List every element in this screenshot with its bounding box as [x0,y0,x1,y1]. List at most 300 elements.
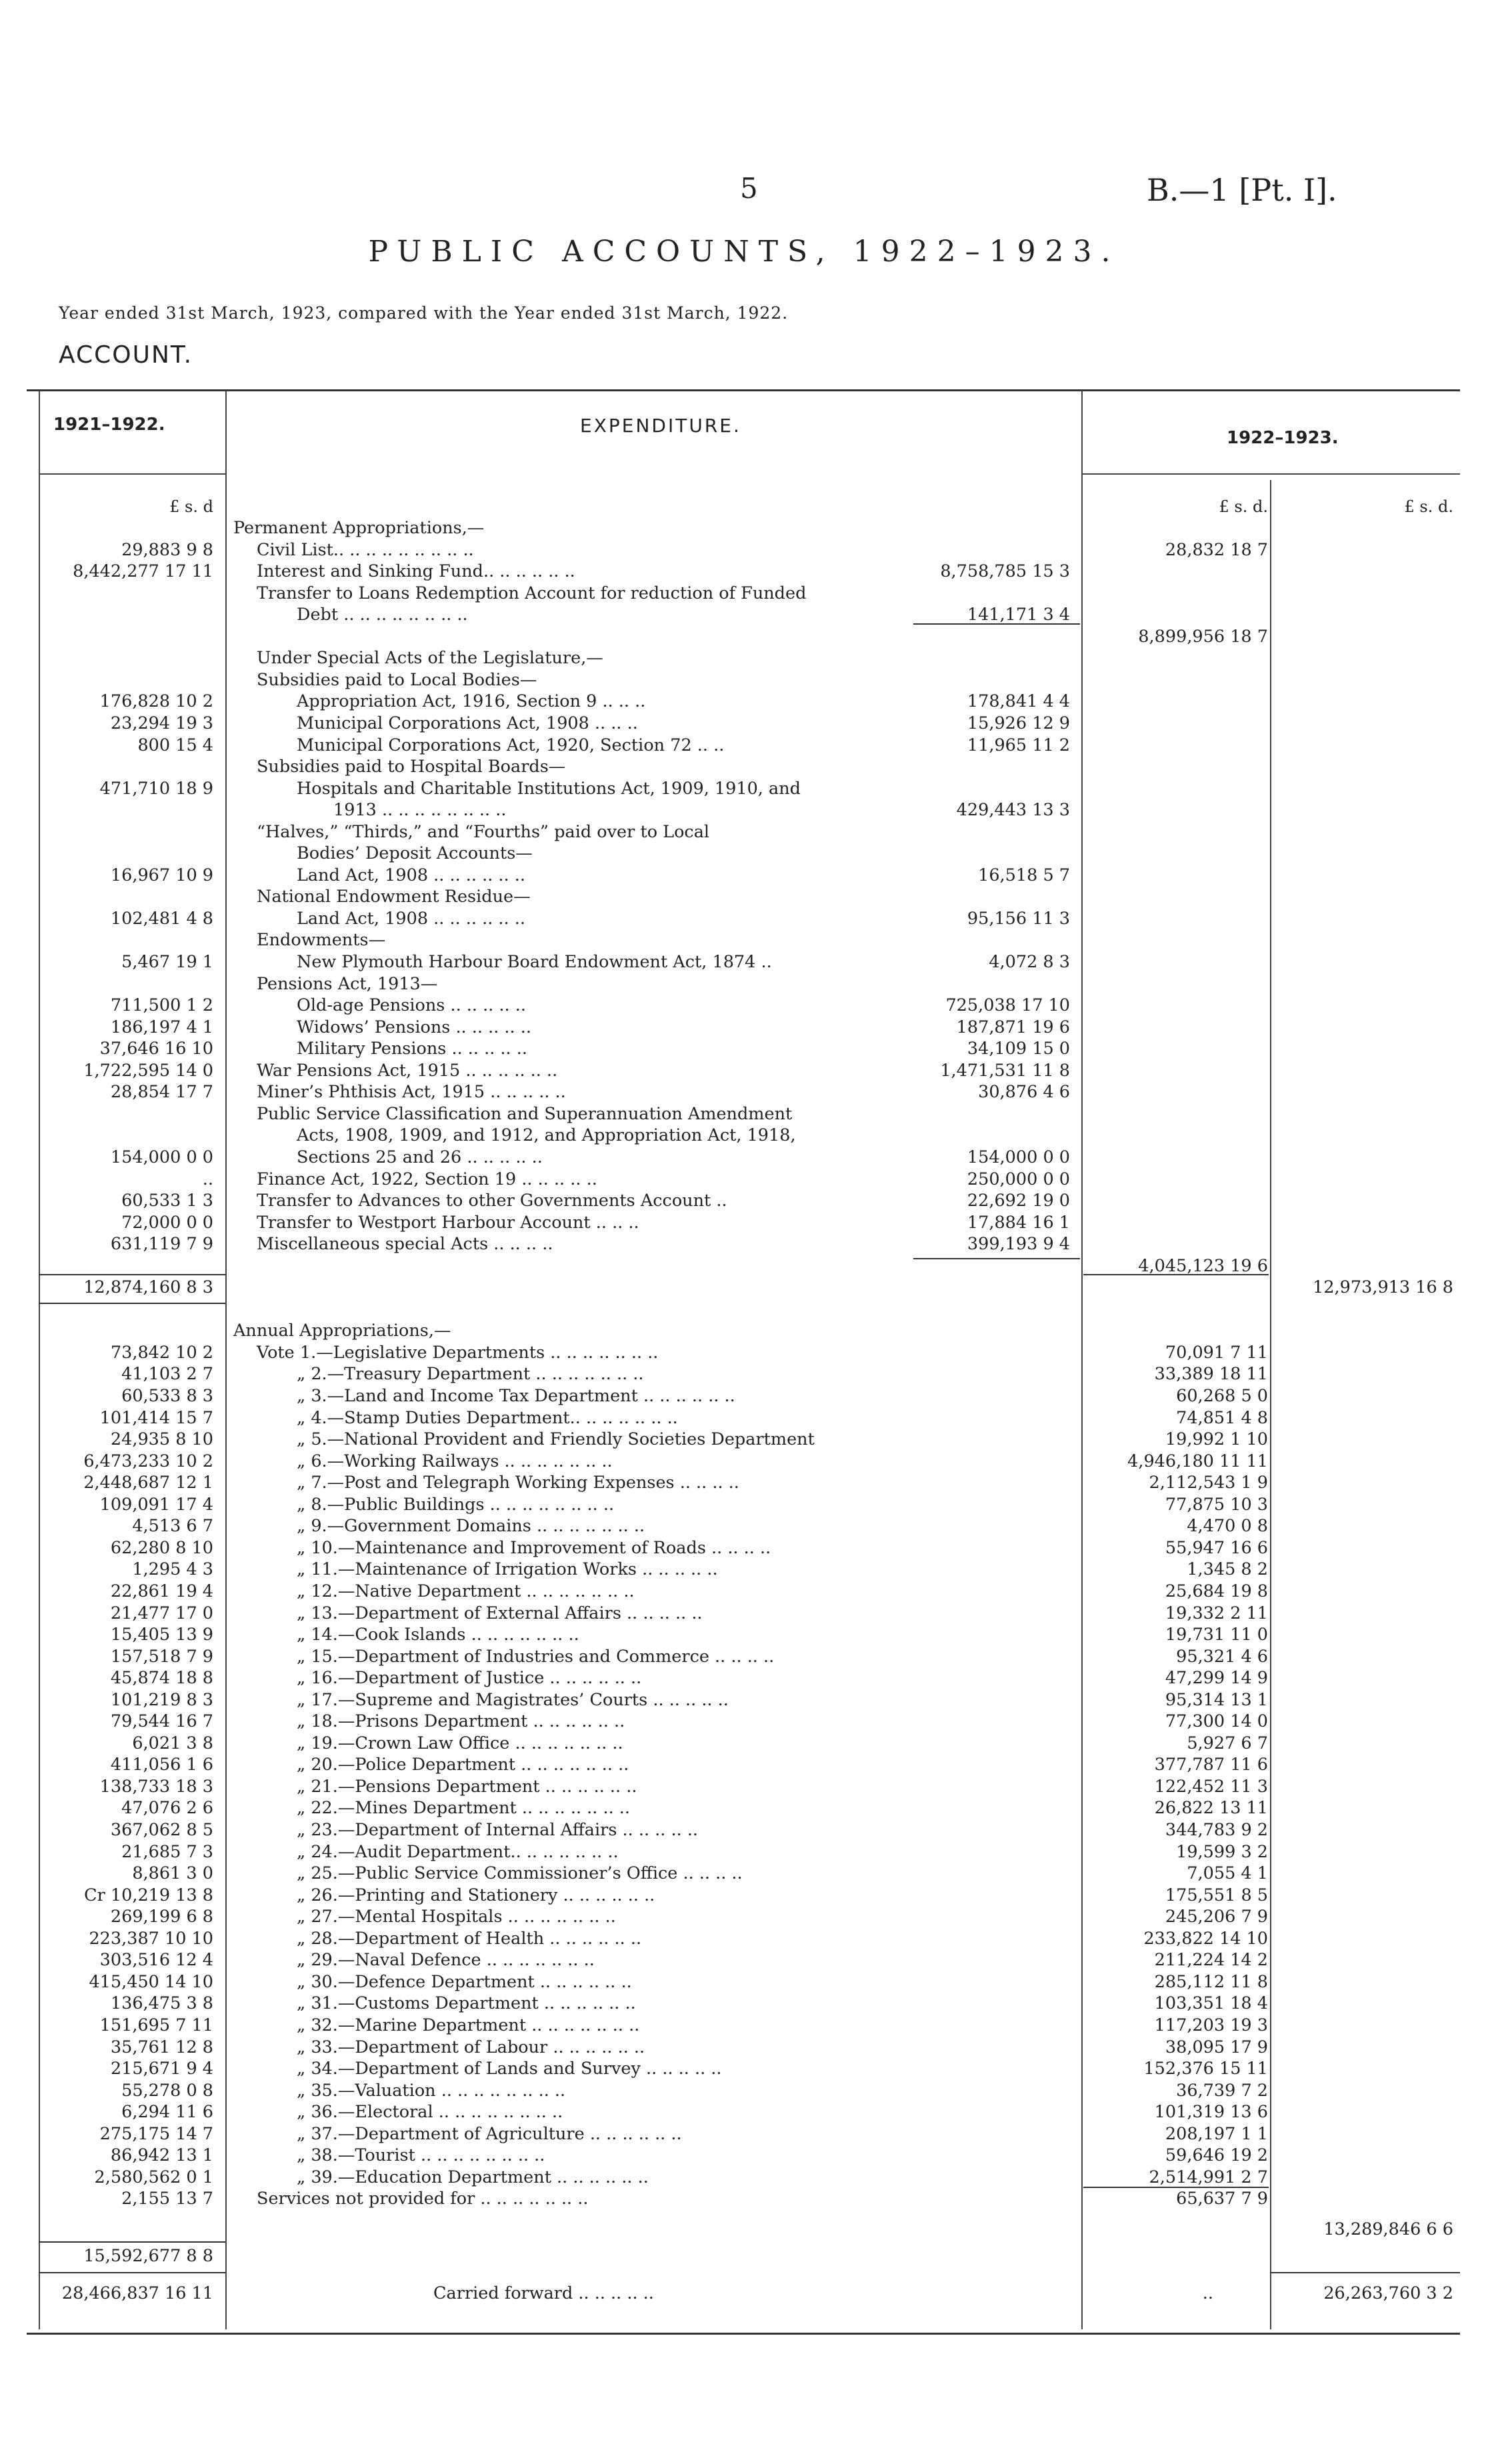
table-row [0,1169,1488,1190]
prev-year-amount: 275,175 14 7 [99,2123,213,2144]
current-year-amount: 36,739 7 2 [1176,2080,1268,2101]
prev-year-amount: .. [202,1169,213,1189]
item-description: “Halves,” “Thirds,” and “Fourths” paid over to Local [257,821,710,842]
table-row [0,2080,1488,2101]
prev-year-amount: 6,021 3 8 [132,1733,213,1753]
table-row [0,995,1488,1016]
prev-year-amount: 35,761 12 8 [110,2037,213,2057]
item-description: Services not provided for .. .. .. .. .. .. .. [257,2189,589,2209]
item-description: „ 20.—Police Department .. .. .. .. .. .. .. [297,1755,629,1775]
table-row [0,1906,1488,1927]
carried-forward-label: Carried forward .. .. .. .. .. [433,2283,654,2303]
header-rule-prev [39,473,225,475]
item-amount: 429,443 13 3 [956,800,1070,821]
table-row [0,929,1488,951]
current-year-amount: 103,351 18 4 [1154,1993,1268,2014]
table-row [0,1472,1488,1493]
current-year-amount: 245,206 7 9 [1165,1907,1268,1927]
current-year-amount: 33,389 18 11 [1154,1364,1268,1385]
item-description: „ 11.—Maintenance of Irrigation Works .. .. .. .. .. [297,1559,718,1580]
table-row [0,1451,1488,1472]
item-description: „ 13.—Department of External Affairs .. .. .. .. .. [297,1603,703,1623]
table-row [0,1928,1488,1949]
item-description: Municipal Corporations Act, 1920, Section 72 .. .. [297,735,725,755]
prev-year-amount: 711,500 1 2 [110,995,213,1016]
item-description: „ 34.—Department of Lands and Survey .. .. .. .. .. [297,2059,722,2079]
prev-year-amount: 21,685 7 3 [121,1841,213,1862]
item-description: Debt .. .. .. .. .. .. .. .. [297,605,468,625]
prev-year-amount: 2,448,687 12 1 [83,1473,213,1493]
item-amount: 178,841 4 4 [967,691,1070,712]
table-row [0,1797,1488,1819]
annual-total: 13,289,846 6 6 [1323,2219,1453,2239]
item-description: „ 4.—Stamp Duties Department.. .. .. .. .. .. .. [297,1407,678,1428]
item-description: Land Act, 1908 .. .. .. .. .. .. [297,865,525,885]
current-year-amount: 59,646 19 2 [1165,2145,1268,2166]
item-description: Permanent Appropriations,— [233,518,485,538]
current-year-amount: 4,946,180 11 11 [1127,1451,1268,1471]
item-description: „ 23.—Department of Internal Affairs .. .. .. .. .. [297,1820,699,1840]
prev-year-amount: 415,450 14 10 [89,1971,213,1992]
item-description: Transfer to Loans Redemption Account for reduction of Funded [257,583,807,603]
prev-year-amount: 157,518 7 9 [110,1646,213,1667]
item-description: Land Act, 1908 .. .. .. .. .. .. [297,908,525,929]
table-row [0,1190,1488,1211]
table-row [0,1949,1488,1971]
item-description: „ 5.—National Provident and Friendly Societies Department [297,1429,815,1450]
item-description: Widows’ Pensions .. .. .. .. .. [297,1017,531,1037]
prev-year-amount: 15,405 13 9 [110,1625,213,1645]
table-row [0,2167,1488,2188]
prev-year-amount: 138,733 18 3 [99,1776,213,1797]
inner-subtotal-rule [913,623,1080,625]
table-row [0,2015,1488,2036]
prev-year-amount: 47,076 2 6 [121,1798,213,1819]
current-year-amount: 70,091 7 11 [1165,1342,1268,1363]
item-amount: 17,884 16 1 [967,1212,1070,1233]
table-row [0,669,1488,691]
item-description: „ 22.—Mines Department .. .. .. .. .. .. .. [297,1798,631,1819]
table-row [0,1494,1488,1515]
current-year-amount: 152,376 15 11 [1143,2059,1268,2079]
prev-year-amount: 21,477 17 0 [110,1603,213,1623]
current-year-amount: 65,637 7 9 [1176,2189,1268,2209]
current-year-amount: 344,783 9 2 [1165,1820,1268,1840]
carried-rule-tot [1270,2272,1460,2273]
table-row [0,1233,1488,1255]
table-row [0,1776,1488,1797]
table-row [0,1125,1488,1146]
carried-forward-mid: .. [1202,2283,1213,2303]
current-year-amount: 2,514,991 2 7 [1149,2167,1268,2187]
prev-year-amount: 8,442,277 17 11 [73,561,213,582]
table-row [0,626,1488,647]
item-amount: 725,038 17 10 [945,995,1070,1016]
table-row [0,908,1488,929]
table-row [0,1342,1488,1363]
units-prev: £ s. d [169,497,213,516]
units-mid: £ s. d. [1219,497,1268,516]
item-amount: 22,692 19 0 [967,1191,1070,1211]
item-description: Civil List.. .. .. .. .. .. .. .. .. [257,539,474,560]
current-year-amount: 122,452 11 3 [1154,1776,1268,1797]
item-description: „ 8.—Public Buildings .. .. .. .. .. .. .. .. [297,1494,615,1515]
page-title: PUBLIC ACCOUNTS, 1922–1923. [368,235,1120,269]
item-description: „ 21.—Pensions Department .. .. .. .. .. .. [297,1776,637,1797]
item-description: Finance Act, 1922, Section 19 .. .. .. .. .. [257,1169,597,1189]
current-year-amount: 5,927 6 7 [1187,1733,1268,1753]
units-tot: £ s. d. [1404,497,1453,516]
item-description: National Endowment Residue— [257,887,531,907]
item-description: Subsidies paid to Local Bodies— [257,669,537,690]
prev-year-amount: 60,533 8 3 [121,1386,213,1406]
item-description: „ 7.—Post and Telegraph Working Expenses .. .. .. .. [297,1473,739,1493]
prev-year-amount: 24,935 8 10 [110,1429,213,1450]
current-year-amount: 4,470 0 8 [1187,1516,1268,1537]
item-amount: 1,471,531 11 8 [940,1060,1070,1081]
table-row [0,1841,1488,1863]
table-row [0,1515,1488,1537]
prev-year-subtotal: 12,874,160 8 3 [83,1277,213,1298]
item-amount: 15,926 12 9 [967,713,1070,733]
prev-year-amount: 41,103 2 7 [121,1364,213,1385]
item-description: „ 30.—Defence Department .. .. .. .. .. .. [297,1971,632,1992]
table-row [0,821,1488,843]
prev-year-amount: 223,387 10 10 [89,1928,213,1949]
prev-year-amount: 16,967 10 9 [110,865,213,885]
item-description: Annual Appropriations,— [233,1321,451,1341]
current-year-amount: 19,599 3 2 [1176,1841,1268,1862]
table-row [0,1603,1488,1624]
table-row [0,951,1488,973]
table-row [0,1711,1488,1732]
item-amount: 8,758,785 15 3 [940,561,1070,582]
item-description: Subsidies paid to Hospital Boards— [257,757,566,777]
header-rule-current [1081,473,1460,475]
item-description: „ 17.—Supreme and Magistrates’ Courts .. .. .. .. .. [297,1689,729,1710]
item-description: „ 28.—Department of Health .. .. .. .. .. .. [297,1928,642,1949]
table-row [0,1971,1488,1993]
carried-forward-prev: 28,466,837 16 11 [61,2283,213,2303]
item-description: Appropriation Act, 1916, Section 9 .. .. .. [297,691,646,712]
current-year-amount: 77,875 10 3 [1165,1494,1268,1515]
prev-year-amount: 471,710 18 9 [99,778,213,799]
annual-total-row [0,2219,1488,2240]
table-row [0,1646,1488,1667]
current-year-amount: 28,832 18 7 [1165,539,1268,560]
carried-forward-row [0,2283,1488,2304]
current-year-amount: 233,822 14 10 [1143,1928,1268,1949]
item-description: „ 38.—Tourist .. .. .. .. .. .. .. .. [297,2145,545,2166]
prev-year-amount: 186,197 4 1 [110,1017,213,1037]
table-row [0,1147,1488,1168]
current-year-amount: 285,112 11 8 [1154,1971,1268,1992]
header-previous-year: 1921–1922. [53,415,165,435]
table-row [0,2145,1488,2166]
prev-year-amount: 8,861 3 0 [132,1863,213,1884]
item-description: Transfer to Advances to other Governments Account .. [257,1191,727,1211]
current-year-amount: 95,321 4 6 [1176,1646,1268,1667]
table-row [0,1407,1488,1429]
current-year-amount: 117,203 19 3 [1154,2015,1268,2035]
item-description: „ 9.—Government Domains .. .. .. .. .. .. .. [297,1516,645,1537]
prev-year-amount: 4,513 6 7 [132,1516,213,1537]
current-year-amount: 60,268 5 0 [1176,1386,1268,1406]
prev-annual-total: 15,592,677 8 8 [83,2246,213,2266]
prev-year-amount: 23,294 19 3 [110,713,213,733]
prev-year-amount: 101,219 8 3 [110,1689,213,1710]
table-row [0,1212,1488,1233]
current-year-amount: 211,224 14 2 [1154,1950,1268,1971]
prev-year-amount: 28,854 17 7 [110,1082,213,1103]
mid-subtotal-rule [1083,2187,1269,2188]
item-description: „ 27.—Mental Hospitals .. .. .. .. .. .. .. [297,1907,616,1927]
current-year-amount: 19,992 1 10 [1165,1429,1268,1450]
table-row [0,1081,1488,1103]
prev-year-amount: 631,119 7 9 [110,1234,213,1255]
item-amount: 399,193 9 4 [967,1234,1070,1255]
table-row [0,799,1488,821]
item-description: Municipal Corporations Act, 1908 .. .. .. [297,713,638,733]
current-year-amount: 47,299 14 9 [1165,1668,1268,1689]
current-year-amount: 8,899,956 18 7 [1138,626,1268,647]
table-row [0,1277,1488,1298]
table-row [0,756,1488,777]
item-description: „ 33.—Department of Labour .. .. .. .. .. .. [297,2037,645,2057]
item-description: Transfer to Westport Harbour Account .. .. .. [257,1212,639,1233]
subtitle: Year ended 31st March, 1923, compared with the Year ended 31st March, 1922. [59,303,789,323]
current-year-amount: 175,551 8 5 [1165,1885,1268,1905]
item-description: „ 14.—Cook Islands .. .. .. .. .. .. .. [297,1625,579,1645]
table-row [0,647,1488,669]
item-amount: 34,109 15 0 [967,1039,1070,1059]
prev-year-amount: 86,942 13 1 [110,2145,213,2166]
item-description: „ 36.—Electoral .. .. .. .. .. .. .. .. [297,2102,563,2123]
prev-year-amount: 154,000 0 0 [110,1147,213,1167]
item-amount: 30,876 4 6 [978,1082,1070,1103]
table-row [0,1993,1488,2014]
table-row [0,1060,1488,1081]
current-year-amount: 4,045,123 19 6 [1138,1255,1268,1276]
current-year-amount: 26,822 13 11 [1154,1798,1268,1819]
prev-year-amount: 5,467 19 1 [121,952,213,972]
prev-year-amount: 79,544 16 7 [110,1711,213,1732]
item-description: Endowments— [257,930,386,951]
item-description: „ 39.—Education Department .. .. .. .. .. .. [297,2167,649,2187]
item-description: „ 3.—Land and Income Tax Department .. .. .. .. .. .. [297,1386,735,1406]
item-amount: 4,072 8 3 [989,952,1070,972]
prev-year-amount: 37,646 16 10 [99,1039,213,1059]
prev-year-amount: 1,295 4 3 [132,1559,213,1580]
prev-year-amount: 367,062 8 5 [110,1820,213,1840]
item-amount: 141,171 3 4 [967,605,1070,625]
inner-subtotal-rule [913,1258,1080,1259]
table-row [0,1863,1488,1884]
table-row [0,1429,1488,1450]
table-row [0,583,1488,604]
item-description: „ 6.—Working Railways .. .. .. .. .. .. .. [297,1451,613,1471]
prev-year-amount: 109,091 17 4 [99,1494,213,1515]
prev-year-amount: 2,580,562 0 1 [94,2167,213,2187]
item-description: Miner’s Phthisis Act, 1915 .. .. .. .. .. [257,1082,566,1103]
item-description: Acts, 1908, 1909, and 1912, and Appropriation Act, 1918, [297,1125,796,1146]
prev-year-amount: 2,155 13 7 [121,2189,213,2209]
table-row [0,1754,1488,1775]
table-row [0,517,1488,539]
table-row [0,2058,1488,2079]
units-row [0,496,1488,517]
prev-year-amount: 215,671 9 4 [110,2059,213,2079]
prev-year-amount: 6,294 11 6 [121,2102,213,2123]
item-description: „ 37.—Department of Agriculture .. .. .. .. .. .. [297,2123,682,2144]
table-row [0,1320,1488,1341]
prev-year-amount: 72,000 0 0 [121,1212,213,1233]
item-description: Bodies’ Deposit Accounts— [297,843,533,864]
table-row [0,778,1488,799]
item-description: New Plymouth Harbour Board Endowment Act, 1874 .. [297,952,772,972]
current-year-amount: 77,300 14 0 [1165,1711,1268,1732]
item-amount: 250,000 0 0 [967,1169,1070,1189]
item-description: Sections 25 and 26 .. .. .. .. .. [297,1147,543,1167]
prev-year-amount: 6,473,233 10 2 [83,1451,213,1471]
current-year-amount: 74,851 4 8 [1176,1407,1268,1428]
prev-annual-total-row [0,2245,1488,2267]
item-description: Under Special Acts of the Legislature,— [257,648,603,669]
table-row [0,1017,1488,1038]
table-row [0,539,1488,561]
current-year-amount: 19,332 2 11 [1165,1603,1268,1623]
table-row [0,1667,1488,1689]
table-row [0,1885,1488,1906]
item-description: Miscellaneous special Acts .. .. .. .. [257,1234,553,1255]
header-current-year: 1922–1923. [1227,428,1339,448]
item-description: „ 31.—Customs Department .. .. .. .. .. .. [297,1993,636,2014]
item-description: „ 26.—Printing and Stationery .. .. .. .. .. .. [297,1885,655,1905]
item-description: „ 25.—Public Service Commissioner’s Office .. .. .. .. [297,1863,743,1884]
item-description: „ 2.—Treasury Department .. .. .. .. .. .. .. [297,1364,644,1385]
item-description: Hospitals and Charitable Institutions Act, 1909, 1910, and [297,778,801,799]
prev-year-amount: 1,722,595 14 0 [83,1060,213,1081]
table-row [0,1255,1488,1277]
item-description: „ 18.—Prisons Department .. .. .. .. .. .. [297,1711,625,1732]
item-description: War Pensions Act, 1915 .. .. .. .. .. .. [257,1060,558,1081]
item-description: „ 24.—Audit Department.. .. .. .. .. .. .. [297,1841,619,1862]
table-row [0,886,1488,907]
table-row [0,1819,1488,1841]
prev-year-amount: 60,533 1 3 [121,1191,213,1211]
current-year-amount: 2,112,543 1 9 [1149,1473,1268,1493]
prev-year-amount: 55,278 0 8 [121,2080,213,2101]
account-label: ACCOUNT. [59,341,193,369]
prev-year-amount: 62,280 8 10 [110,1537,213,1558]
prev-year-amount: 102,481 4 8 [110,908,213,929]
item-amount: 11,965 11 2 [967,735,1070,755]
prev-year-amount: 303,516 12 4 [99,1950,213,1971]
carried-forward-total: 26,263,760 3 2 [1323,2283,1453,2303]
prev-year-amount: 101,414 15 7 [99,1407,213,1428]
table-row [0,1581,1488,1602]
item-amount: 154,000 0 0 [967,1147,1070,1167]
table-row [0,1385,1488,1407]
prev-year-amount: 176,828 10 2 [99,691,213,712]
current-year-amount: 25,684 19 8 [1165,1581,1268,1601]
table-row [0,1363,1488,1385]
table-row [0,1038,1488,1059]
document-reference: B.—1 [Pt. I]. [1147,172,1337,208]
prev-year-amount: Cr 10,219 13 8 [84,1885,213,1905]
table-row [0,691,1488,712]
table-row [0,2188,1488,2209]
table-row [0,2037,1488,2058]
item-description: „ 35.—Valuation .. .. .. .. .. .. .. .. [297,2080,566,2101]
prev-year-amount: 800 15 4 [137,735,213,755]
item-description: Interest and Sinking Fund.. .. .. .. .. .. [257,561,575,582]
item-description: 1913 .. .. .. .. .. .. .. .. [333,800,507,821]
item-amount: 95,156 11 3 [967,908,1070,929]
header-expenditure: EXPENDITURE. [580,415,741,437]
current-year-amount: 55,947 16 6 [1165,1537,1268,1558]
prev-year-amount: 73,842 10 2 [110,1342,213,1363]
table-row [0,2123,1488,2145]
table-row [0,1689,1488,1711]
item-description: Public Service Classification and Superannuation Amendment [257,1103,793,1124]
current-year-amount: 7,055 4 1 [1187,1863,1268,1884]
table-row [0,843,1488,864]
current-year-amount: 377,787 11 6 [1154,1755,1268,1775]
table-row [0,1103,1488,1125]
item-description: „ 32.—Marine Department .. .. .. .. .. .. .. [297,2015,640,2035]
table-row [0,1299,1488,1320]
prev-subtotal-rule [39,1303,225,1304]
item-description: Military Pensions .. .. .. .. .. [297,1039,527,1059]
item-description: „ 29.—Naval Defence .. .. .. .. .. .. .. [297,1950,595,1971]
prev-year-amount: 151,695 7 11 [99,2015,213,2035]
prev-year-amount: 411,056 1 6 [110,1755,213,1775]
table-row [0,713,1488,734]
table-row [0,1559,1488,1580]
current-year-total: 12,973,913 16 8 [1313,1277,1453,1298]
table-row [0,1733,1488,1754]
page-number: 5 [740,172,758,205]
table-row [0,561,1488,582]
item-description: Old-age Pensions .. .. .. .. .. [297,995,526,1016]
table-row [0,973,1488,995]
current-year-amount: 38,095 17 9 [1165,2037,1268,2057]
mid-subtotal-rule [1083,1274,1269,1275]
table-row [0,865,1488,886]
prev-year-amount: 22,861 19 4 [110,1581,213,1601]
current-year-amount: 95,314 13 1 [1165,1689,1268,1710]
current-year-amount: 101,319 13 6 [1154,2102,1268,2123]
prev-subtotal-rule [39,1274,225,1275]
item-description: „ 16.—Department of Justice .. .. .. .. .. .. [297,1668,642,1689]
item-amount: 187,871 19 6 [956,1017,1070,1037]
item-description: Vote 1.—Legislative Departments .. .. .. .. .. .. .. [257,1342,659,1363]
table-row [0,735,1488,756]
prev-annual-rule [39,2241,225,2243]
item-description: „ 15.—Department of Industries and Commerce .. .. .. .. [297,1646,775,1667]
item-description: „ 12.—Native Department .. .. .. .. .. .. .. [297,1581,635,1601]
carried-rule-prev [39,2272,225,2273]
prev-year-amount: 136,475 3 8 [110,1993,213,2014]
table-row [0,1537,1488,1559]
prev-year-amount: 29,883 9 8 [121,539,213,560]
item-description: „ 19.—Crown Law Office .. .. .. .. .. .. .. [297,1733,623,1753]
table-row [0,2101,1488,2123]
current-year-amount: 1,345 8 2 [1187,1559,1268,1580]
table-row [0,1624,1488,1645]
prev-year-amount: 269,199 6 8 [110,1907,213,1927]
